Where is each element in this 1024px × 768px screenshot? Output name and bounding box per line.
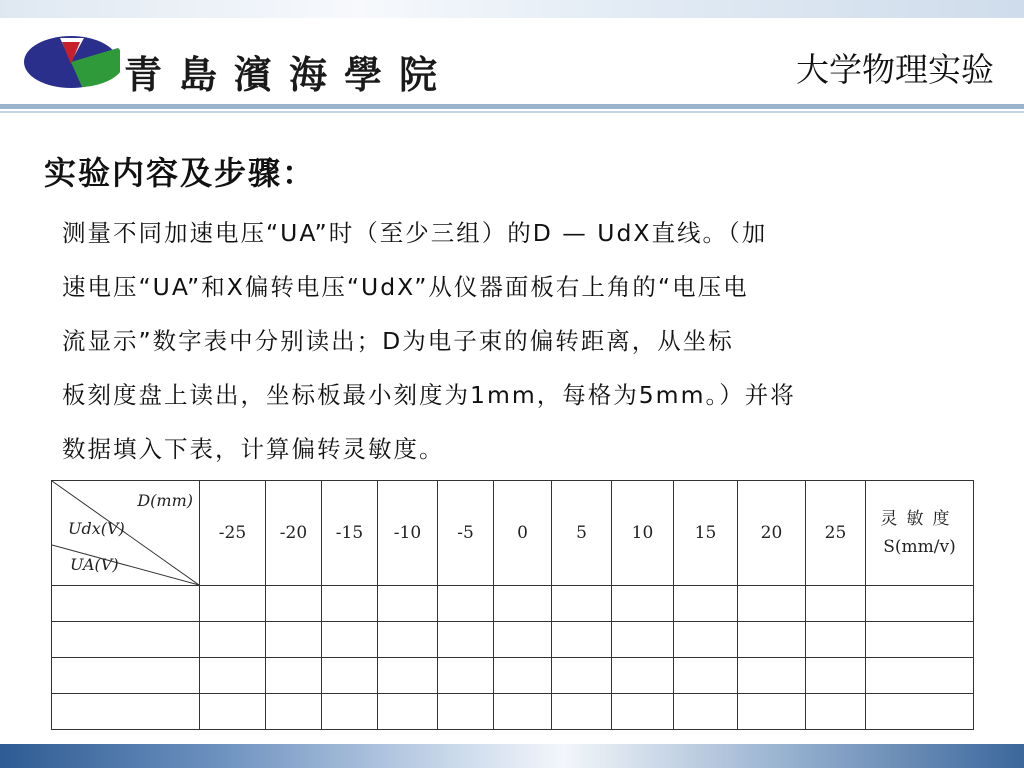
table-cell — [378, 658, 438, 694]
table-cell — [612, 694, 674, 730]
table-corner-cell — [52, 481, 200, 586]
table-cell — [266, 694, 322, 730]
table-cell — [322, 658, 378, 694]
d-axis-label: D(mm) — [137, 491, 193, 510]
table-cell — [52, 586, 200, 622]
header-divider — [0, 104, 1024, 109]
table-cell — [266, 586, 322, 622]
table-cell — [438, 586, 494, 622]
table-header-row — [52, 481, 974, 586]
instructions-line: 流显示”数字表中分别读出；D为电子束的偏转距离，从坐标 — [62, 327, 734, 355]
table-cell — [494, 658, 552, 694]
instructions-line: 测量不同加速电压“UA”时（至少三组）的D — UdX直线。（加 — [62, 219, 768, 247]
header-divider-thin — [0, 111, 1024, 113]
table-cell — [738, 622, 806, 658]
table-cell — [438, 694, 494, 730]
sensitivity-title: 灵敏度 — [880, 509, 959, 529]
table-cell — [738, 694, 806, 730]
table-cell — [806, 658, 866, 694]
top-decor-band — [0, 0, 1024, 18]
table-cell — [322, 586, 378, 622]
instructions-line: 数据填入下表，计算偏转灵敏度。 — [62, 435, 445, 463]
table-cell — [866, 586, 974, 622]
school-name: 青島濱海學院 — [124, 52, 455, 97]
table-cell — [738, 658, 806, 694]
column-header: 15 — [674, 481, 738, 586]
table-cell — [552, 658, 612, 694]
table-cell — [806, 694, 866, 730]
table-cell — [52, 694, 200, 730]
instructions-line: 速电压“UA”和X偏转电压“UdX”从仪器面板右上角的“电压电 — [62, 273, 749, 301]
table-cell — [674, 658, 738, 694]
table-cell — [494, 586, 552, 622]
table-cell — [674, 694, 738, 730]
table-cell — [438, 658, 494, 694]
sensitivity-unit: S(mm/v) — [883, 537, 956, 557]
table-cell — [806, 622, 866, 658]
table-cell — [674, 622, 738, 658]
bottom-decor-band — [0, 744, 1024, 768]
table-cell — [200, 622, 266, 658]
sensitivity-header — [866, 481, 974, 586]
table-cell — [806, 586, 866, 622]
table-cell — [200, 694, 266, 730]
table-cell — [378, 622, 438, 658]
college-logo-icon — [22, 34, 120, 90]
data-table — [51, 480, 974, 730]
table-cell — [378, 694, 438, 730]
section-heading: 实验内容及步骤： — [44, 154, 317, 192]
column-header: 10 — [612, 481, 674, 586]
column-header: -20 — [266, 481, 322, 586]
table-cell — [674, 586, 738, 622]
table-cell — [552, 622, 612, 658]
column-header: -15 — [322, 481, 378, 586]
column-header: -5 — [438, 481, 494, 586]
instructions-line: 板刻度盘上读出，坐标板最小刻度为1mm，每格为5mm。）并将 — [62, 381, 796, 409]
course-title: 大学物理实验 — [796, 50, 994, 89]
table-cell — [552, 586, 612, 622]
table-cell — [378, 586, 438, 622]
table-cell — [494, 622, 552, 658]
table-cell — [266, 658, 322, 694]
column-header: -25 — [200, 481, 266, 586]
ua-axis-label: UA(V) — [70, 555, 119, 574]
table-cell — [552, 694, 612, 730]
table-cell — [322, 622, 378, 658]
table-cell — [866, 622, 974, 658]
table-row — [52, 586, 974, 622]
table-cell — [200, 586, 266, 622]
table-cell — [52, 658, 200, 694]
table-row — [52, 694, 974, 730]
table-cell — [266, 622, 322, 658]
table-cell — [612, 622, 674, 658]
table-cell — [200, 658, 266, 694]
table-cell — [612, 658, 674, 694]
slide-header — [0, 18, 1024, 104]
column-header: 5 — [552, 481, 612, 586]
column-header: 25 — [806, 481, 866, 586]
table-cell — [322, 694, 378, 730]
table-cell — [866, 694, 974, 730]
table-cell — [438, 622, 494, 658]
column-header: 20 — [738, 481, 806, 586]
column-header: 0 — [494, 481, 552, 586]
instructions-paragraph — [62, 206, 992, 476]
table-cell — [738, 586, 806, 622]
table-cell — [52, 622, 200, 658]
column-header: -10 — [378, 481, 438, 586]
table-cell — [866, 658, 974, 694]
udx-axis-label: Udx(V) — [68, 519, 125, 538]
table-row — [52, 658, 974, 694]
table-cell — [494, 694, 552, 730]
table-cell — [612, 586, 674, 622]
table-row — [52, 622, 974, 658]
